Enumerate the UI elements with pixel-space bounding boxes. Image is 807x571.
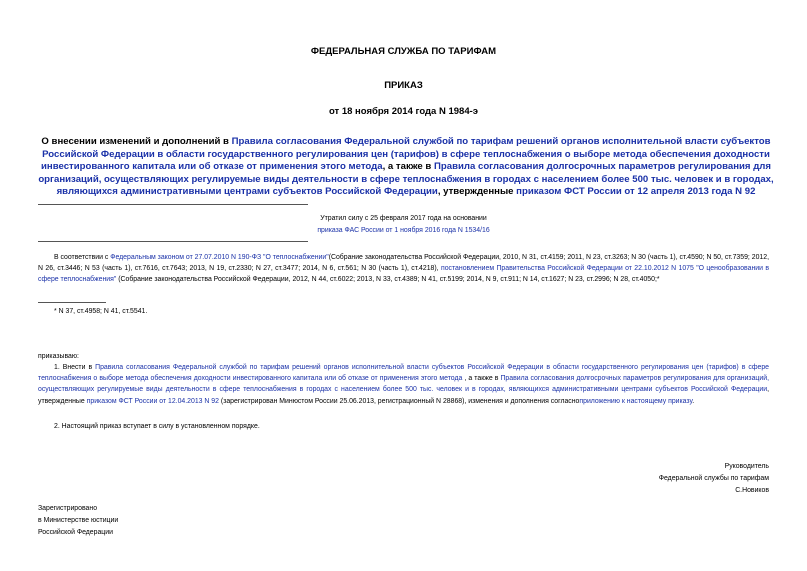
item1-link-rules-2[interactable]: Правила согласования долгосрочных параметров регулирования для организаций, осуществляющих регулируемые виды деятельности в сфере теплоснабжения в городах с населением более 500 тыс. человек и в городах, являющихся административными центрами субъектов Российской Федерации [38,375,769,394]
title-text: О внесении изменений и дополнений в [41,136,232,147]
doc-type: ПРИКАЗ [384,80,423,91]
item-text: , а также в [462,375,501,383]
item-text: 1. Внести в [54,364,96,371]
signature-block [659,461,769,496]
title-link-rules-2[interactable]: Правила согласования долгосрочных параметров регулирования для организаций, осуществляющих регулируемые виды деятельности в сфере теплоснабжения в городах с населением более 500 тыс. человек и в городах, являющихся административными центрами субъектов Российской Федерации [38,161,774,198]
preamble-text: В соответствии с [54,254,111,261]
resolution-1075-link[interactable]: постановлением Правительства Российской Федерации от 22.10.2012 N 1075 "О ценообразовании в сфере теплоснабжения" [38,265,769,284]
divider [38,204,308,205]
registration-line-2: в Министерстве юстиции [38,517,119,524]
footnote-divider [38,302,106,303]
order-word: приказываю: [38,353,79,360]
signature-org: Федеральной службы по тарифам [658,474,769,482]
signature-position: Руководитель [724,463,769,470]
registration-line-3: Российской Федерации [38,529,113,536]
preamble-text: (Собрание законодательства Российской Федерации, 2012, N 44, ст.6022; 2013, N 33, ст.4389; N 41, ст.5199; 2014, N 9, ст.911; N 14, ст.1627; N 23, ст.2996; N 28, ст.4050;* [116,276,660,284]
signature-name: С.Новиков [735,486,769,494]
item-text: . [692,397,695,405]
item-2: 2. Настоящий приказ вступает в силу в установленном порядке. [54,423,260,430]
preamble-text: (Собрание законодательства Российской Федерации, 2010, N 31, ст.4159; 2011, N 23, ст.3263; N 30 (часть 1), ст.4590; N 50, ст.7359; 2012, N 26, ст.3446; N 53 (часть 1), ст.7616, ст.7643; 2013, N 19, ст.2330; N 27, ст.3477; 2014, N 6, ст.561; N 30 (часть 1), ст.4218), [38,254,770,273]
item-1 [38,362,769,407]
item-text: , утвержденные [38,386,769,405]
title-text: , а также в [382,161,434,173]
doc-date: от 18 ноября 2014 года N 1984-э [328,106,479,117]
title-link-order-92[interactable]: приказом ФСТ России от 12 апреля 2013 года N 92 [516,186,756,198]
law-190-link[interactable]: Федеральным законом от 27.07.2010 N 190-ФЗ "О теплоснабжении" [110,254,329,261]
org-name: ФЕДЕРАЛЬНАЯ СЛУЖБА ПО ТАРИФАМ [310,46,497,57]
divider [38,241,308,242]
item1-link-rules-1[interactable]: Правила согласования Федеральной службой по тарифам решений органов исполнительной власти субъектов Российской Федерации в области государственного регулирования цен (тарифов) в сфере теплоснабжения о выборе метода обеспечения доходности инвестированного капитала или об отказе от применения этого метода [38,364,769,383]
title-text: , утвержденные [437,186,517,198]
status-line: Утратил силу с 25 февраля 2017 года на основании [320,215,487,222]
registration-block [38,503,118,539]
doc-title [30,136,782,199]
title-link-rules-1[interactable]: Правила согласования Федеральной службой по тарифам решений органов исполнительной власти субъектов Российской Федерации в области государственного регулирования цен (тарифов) в сфере теплоснабжения о выборе метода обеспечения доходности инвестированного капитала или об отказе от применения этого метода [41,136,771,173]
item-text: (зарегистрирован Минюстом России 25.06.2013, регистрационный N 28868), изменения и дополнения согласно [218,397,580,405]
status-link[interactable]: приказа ФАС России от 1 ноября 2016 года N 1534/16 [317,227,490,234]
item1-link-appendix[interactable]: приложению к настоящему приказу [579,397,693,405]
registration-line-1: Зарегистрировано [38,505,98,512]
footnote: * N 37, ст.4958; N 41, ст.5541. [54,308,148,315]
preamble [38,252,769,286]
item1-link-order-92[interactable]: приказом ФСТ России от 12.04.2013 N 92 [86,397,219,405]
